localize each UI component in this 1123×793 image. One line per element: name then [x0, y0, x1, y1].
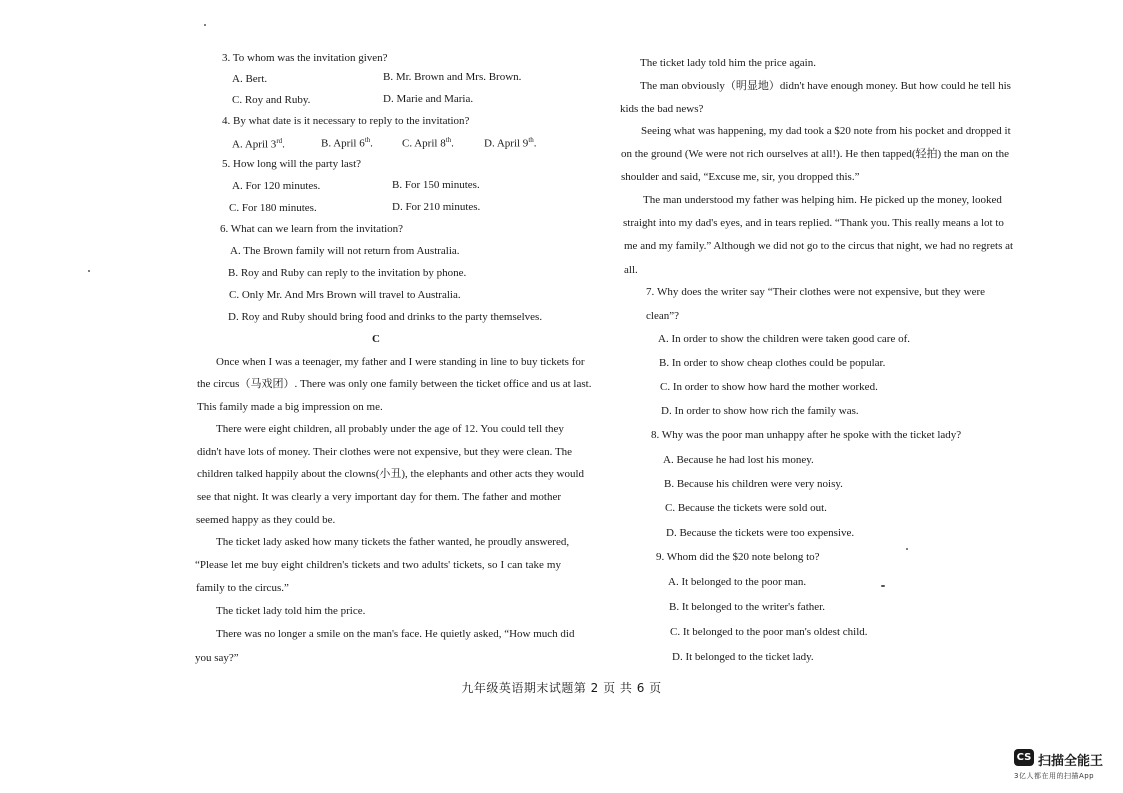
q5-question: 5. How long will the party last? [222, 158, 362, 170]
passage-line: kids the bad news? [620, 103, 704, 115]
q7-question-cont: clean”? [646, 310, 679, 322]
q4-question: 4. By what date is it necessary to reply to the invitation? [222, 115, 470, 127]
passage-line: you say?” [195, 652, 239, 664]
passage-line: straight into my dad's eyes, and in tears replied. “Thank you. This really means a lot to [623, 217, 1004, 229]
q9-question: 9. Whom did the $20 note belong to? [656, 551, 820, 563]
q3-option-c: C. Roy and Ruby. [232, 94, 311, 106]
q8-option-c: C. Because the tickets were sold out. [665, 502, 827, 514]
passage-line: Seeing what was happening, my dad took a $20 note from his pocket and dropped it [641, 125, 1011, 137]
q8-option-b: B. Because his children were very noisy. [664, 478, 843, 490]
passage-line: There was no longer a smile on the man's face. He quietly asked, “How much did [216, 628, 575, 640]
passage-line: family to the circus.” [196, 582, 289, 594]
q9-option-a: A. It belonged to the poor man. [668, 576, 807, 588]
q7-question: 7. Why does the writer say “Their clothes were not expensive, but they were [646, 286, 985, 298]
q9-option-d: D. It belonged to the ticket lady. [672, 651, 814, 663]
scan-speck [906, 548, 908, 550]
q5-option-b: B. For 150 minutes. [392, 179, 480, 191]
q4-option-c: C. April 8th. [402, 136, 454, 150]
q3-option-d: D. Marie and Maria. [383, 93, 474, 105]
passage-line: The ticket lady told him the price again. [640, 57, 816, 69]
q8-option-d: D. Because the tickets were too expensive. [666, 527, 855, 539]
q7-option-a: A. In order to show the children were taken good care of. [658, 333, 910, 345]
q5-option-d: D. For 210 minutes. [392, 201, 481, 213]
passage-line: me and my family.” Although we did not go to the circus that night, we had no regrets at [624, 240, 1014, 252]
q9-option-c: C. It belonged to the poor man's oldest child. [670, 626, 868, 638]
q5-option-c: C. For 180 minutes. [229, 202, 317, 214]
q4-option-a: A. April 3rd. [232, 137, 285, 151]
q6-option-c: C. Only Mr. And Mrs Brown will travel to Australia. [229, 289, 461, 301]
q3-question: 3. To whom was the invitation given? [222, 52, 388, 64]
camscanner-tagline: 3亿人都在用的扫描App [1014, 772, 1095, 780]
passage-line: “Please let me buy eight children's tickets and two adults' tickets, so I can take my [195, 559, 561, 571]
passage-line: didn't have lots of money. Their clothes were not expensive, but they were clean. The [197, 446, 573, 458]
q7-option-c: C. In order to show how hard the mother worked. [660, 381, 878, 393]
q6-option-a: A. The Brown family will not return from Australia. [230, 245, 460, 257]
passage-line: seemed happy as they could be. [196, 514, 336, 526]
scan-speck [204, 24, 206, 26]
q3-option-b: B. Mr. Brown and Mrs. Brown. [383, 71, 522, 83]
q6-option-d: D. Roy and Ruby should bring food and drinks to the party themselves. [228, 311, 543, 323]
q7-option-b: B. In order to show cheap clothes could be popular. [659, 357, 886, 369]
q8-question: 8. Why was the poor man unhappy after he spoke with the ticket lady? [651, 429, 962, 441]
passage-line: The man obviously（明显地）didn't have enough money. But how could he tell his [640, 80, 1011, 92]
passage-line: children talked happily about the clowns(小丑), the elephants and other acts they would [197, 468, 585, 480]
q5-option-a: A. For 120 minutes. [232, 180, 321, 192]
q4-option-b: B. April 6th. [321, 136, 373, 150]
passage-line: all. [624, 264, 638, 276]
q6-question: 6. What can we learn from the invitation? [220, 223, 404, 235]
q4-option-d: D. April 9th. [484, 136, 537, 150]
passage-line: The ticket lady told him the price. [216, 605, 366, 617]
passage-line: the circus（马戏团）. There was only one family between the ticket office and us at last. [197, 378, 592, 390]
passage-line: The ticket lady asked how many tickets the father wanted, he proudly answered, [216, 536, 570, 548]
passage-line: on the ground (We were not rich ourselves at all!). He then tapped(轻拍) the man on the [621, 148, 1009, 160]
scan-speck [88, 270, 90, 272]
q8-option-a: A. Because he had lost his money. [663, 454, 814, 466]
page-footer: 九年级英语期末试题第 2 页 共 6 页 [461, 681, 662, 695]
section-heading: C [372, 333, 380, 345]
passage-line: Once when I was a teenager, my father and I were standing in line to buy tickets for [216, 356, 585, 368]
passage-line: see that night. It was clearly a very important day for them. The father and mother [197, 491, 561, 503]
q6-option-b: B. Roy and Ruby can reply to the invitation by phone. [228, 267, 467, 279]
camscanner-name: 扫描全能王 [1038, 754, 1104, 769]
q9-option-b: B. It belonged to the writer's father. [669, 601, 825, 613]
scan-speck [881, 585, 885, 587]
q7-option-d: D. In order to show how rich the family was. [661, 405, 859, 417]
passage-line: There were eight children, all probably under the age of 12. You could tell they [216, 423, 564, 435]
camscanner-logo: CS [1014, 749, 1034, 766]
q3-option-a: A. Bert. [232, 73, 268, 85]
passage-line: This family made a big impression on me. [197, 401, 383, 413]
passage-line: shoulder and said, “Excuse me, sir, you dropped this.” [621, 171, 860, 183]
passage-line: The man understood my father was helping him. He picked up the money, looked [643, 194, 1002, 206]
